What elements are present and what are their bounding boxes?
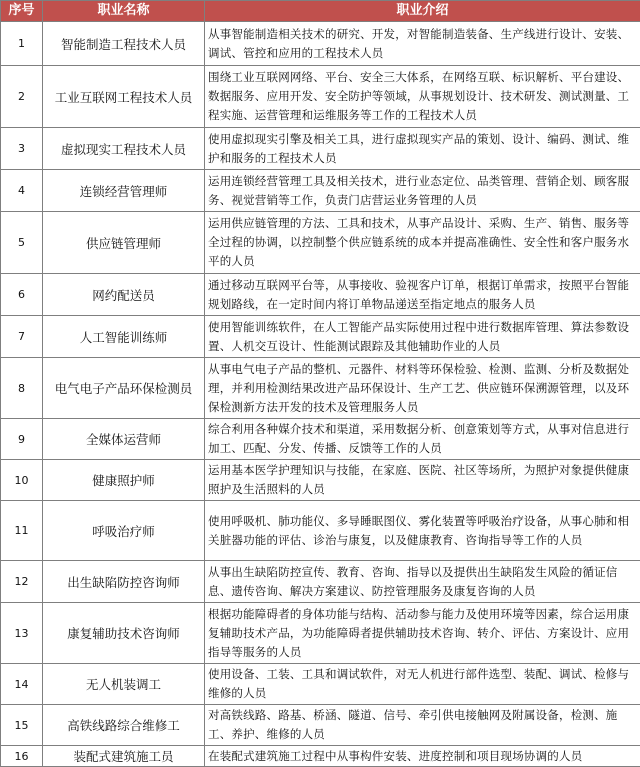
row-index: 15 [1, 705, 43, 746]
occupation-name: 智能制造工程技术人员 [43, 22, 205, 66]
occupation-name: 连锁经营管理师 [43, 170, 205, 212]
occupation-name: 高铁线路综合维修工 [43, 705, 205, 746]
table-row [1, 316, 640, 358]
occupation-name: 健康照护师 [43, 460, 205, 501]
row-index: 16 [1, 746, 43, 767]
occupation-name: 全媒体运营师 [43, 419, 205, 460]
occupation-name: 工业互联网工程技术人员 [43, 66, 205, 128]
occupation-description: 使用呼吸机、肺功能仪、多导睡眠图仪、雾化装置等呼吸治疗设备，从事心肺和相关脏器功能的评估、诊治与康复，以及健康教育、咨询指导等工作的人员 [205, 501, 640, 561]
table-row [1, 664, 640, 705]
occupation-name: 无人机装调工 [43, 664, 205, 705]
row-index: 10 [1, 460, 43, 501]
table-row [1, 419, 640, 460]
row-index: 1 [1, 22, 43, 66]
row-index: 5 [1, 212, 43, 274]
row-index: 4 [1, 170, 43, 212]
table-row [1, 22, 640, 66]
occupation-name: 电气电子产品环保检测员 [43, 358, 205, 419]
table-row [1, 212, 640, 274]
occupation-name: 虚拟现实工程技术人员 [43, 128, 205, 170]
table-row [1, 460, 640, 501]
occupation-description: 使用智能训练软件，在人工智能产品实际使用过程中进行数据库管理、算法参数设置、人机交互设计、性能测试跟踪及其他辅助作业的人员 [205, 316, 640, 358]
row-index: 14 [1, 664, 43, 705]
row-index: 3 [1, 128, 43, 170]
table-row [1, 746, 640, 767]
row-index: 8 [1, 358, 43, 419]
occupation-description: 从事智能制造相关技术的研究、开发，对智能制造装备、生产线进行设计、安装、调试、管控和应用的工程技术人员 [205, 22, 640, 66]
row-index: 12 [1, 561, 43, 603]
occupation-description: 从事电气电子产品的整机、元器件、材料等环保检验、检测、监测、分析及数据处理，并利用检测结果改进产品环保设计、生产工艺、供应链环保溯源管理，以及环保检测新方法开发的技术及管理服务人员 [205, 358, 640, 419]
occupation-name: 网约配送员 [43, 274, 205, 316]
row-index: 2 [1, 66, 43, 128]
occupation-description: 运用基本医学护理知识与技能，在家庭、医院、社区等场所，为照护对象提供健康照护及生活照料的人员 [205, 460, 640, 501]
header-desc: 职业介绍 [205, 1, 640, 22]
header-name: 职业名称 [43, 1, 205, 22]
occupation-description: 通过移动互联网平台等，从事接收、验视客户订单，根据订单需求，按照平台智能规划路线，在一定时间内将订单物品递送至指定地点的服务人员 [205, 274, 640, 316]
header-index: 序号 [1, 1, 43, 22]
occupation-description: 从事出生缺陷防控宣传、教育、咨询、指导以及提供出生缺陷发生风险的循证信息、遗传咨询、解决方案建议、防控管理服务及康复咨询的人员 [205, 561, 640, 603]
occupation-description: 使用虚拟现实引擎及相关工具，进行虚拟现实产品的策划、设计、编码、测试、维护和服务的工程技术人员 [205, 128, 640, 170]
occupation-description: 围绕工业互联网网络、平台、安全三大体系，在网络互联、标识解析、平台建设、数据服务、应用开发、安全防护等领域，从事规划设计、技术研发、测试测量、工程实施、运营管理和运维服务等工作的工程技术人员 [205, 66, 640, 128]
table-row [1, 561, 640, 603]
table-row [1, 66, 640, 128]
table-row [1, 170, 640, 212]
occupation-description: 在装配式建筑施工过程中从事构件安装、进度控制和项目现场协调的人员 [205, 746, 640, 767]
row-index: 7 [1, 316, 43, 358]
occupation-name: 供应链管理师 [43, 212, 205, 274]
occupation-description: 对高铁线路、路基、桥涵、隧道、信号、牵引供电接触网及附属设备，检测、施工、养护、维修的人员 [205, 705, 640, 746]
row-index: 13 [1, 603, 43, 664]
table-row [1, 128, 640, 170]
occupation-description: 运用供应链管理的方法、工具和技术，从事产品设计、采购、生产、销售、服务等全过程的协调，以控制整个供应链系统的成本并提高准确性、安全性和客户服务水平的人员 [205, 212, 640, 274]
table-row [1, 358, 640, 419]
occupation-description: 使用设备、工装、工具和调试软件，对无人机进行部件选型、装配、调试、检修与维修的人员 [205, 664, 640, 705]
occupation-description: 运用连锁经营管理工具及相关技术，进行业态定位、品类管理、营销企划、顾客服务、视觉营销等工作，负责门店营运业务管理的人员 [205, 170, 640, 212]
row-index: 11 [1, 501, 43, 561]
table-body [1, 22, 640, 767]
table-row [1, 501, 640, 561]
occupation-name: 装配式建筑施工员 [43, 746, 205, 767]
occupation-name: 呼吸治疗师 [43, 501, 205, 561]
occupation-description: 综合利用各种媒介技术和渠道，采用数据分析、创意策划等方式，从事对信息进行加工、匹配、分发、传播、反馈等工作的人员 [205, 419, 640, 460]
occupation-name: 人工智能训练师 [43, 316, 205, 358]
table-row [1, 603, 640, 664]
occupation-description: 根据功能障碍者的身体功能与结构、活动参与能力及使用环境等因素，综合运用康复辅助技术产品，为功能障碍者提供辅助技术咨询、转介、评估、方案设计、应用指导等服务的人员 [205, 603, 640, 664]
row-index: 9 [1, 419, 43, 460]
occupation-name: 康复辅助技术咨询师 [43, 603, 205, 664]
row-index: 6 [1, 274, 43, 316]
table-row [1, 274, 640, 316]
table-row [1, 705, 640, 746]
table-header-row [1, 1, 640, 22]
occupation-name: 出生缺陷防控咨询师 [43, 561, 205, 603]
